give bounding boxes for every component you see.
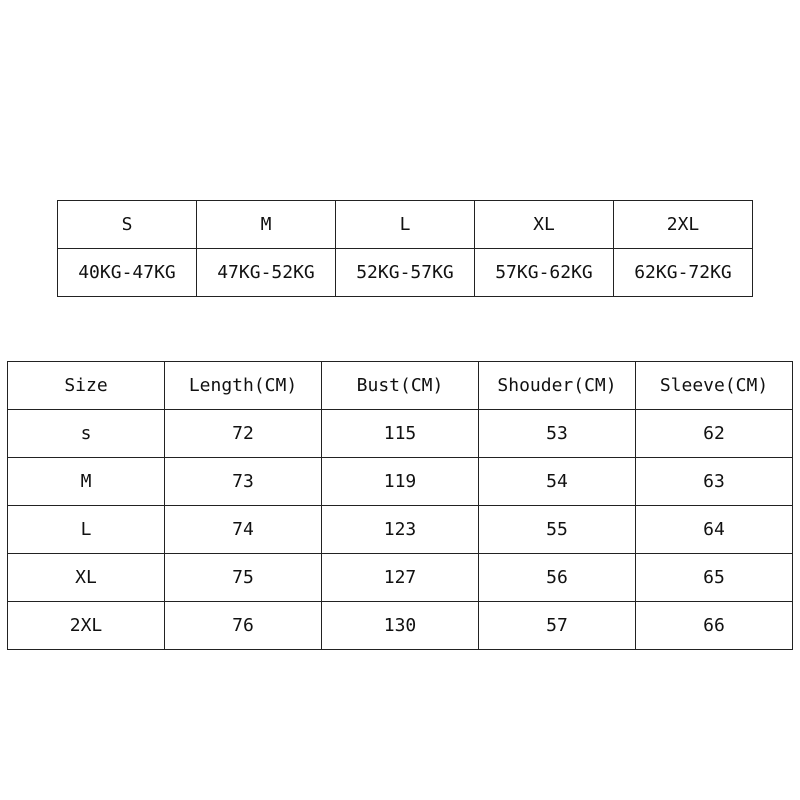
table-cell: 127 xyxy=(322,554,479,602)
header-cell: Shouder(CM) xyxy=(479,362,636,410)
table-cell: 73 xyxy=(165,458,322,506)
table-cell: 62 xyxy=(636,410,793,458)
table-cell: 75 xyxy=(165,554,322,602)
weight-cell: 47KG-52KG xyxy=(197,249,336,297)
table-cell: 72 xyxy=(165,410,322,458)
size-cell: S xyxy=(58,201,197,249)
header-cell: Length(CM) xyxy=(165,362,322,410)
header-cell: Sleeve(CM) xyxy=(636,362,793,410)
weight-cell: 52KG-57KG xyxy=(336,249,475,297)
table-cell: 74 xyxy=(165,506,322,554)
measurement-table xyxy=(7,361,793,650)
weight-cell: 62KG-72KG xyxy=(614,249,753,297)
table-row xyxy=(8,410,793,458)
table-cell: 65 xyxy=(636,554,793,602)
table-cell: M xyxy=(8,458,165,506)
table-cell: 55 xyxy=(479,506,636,554)
table-cell: 115 xyxy=(322,410,479,458)
table-row xyxy=(8,458,793,506)
table-cell: 2XL xyxy=(8,602,165,650)
size-weight-table xyxy=(57,200,753,297)
table-cell: 54 xyxy=(479,458,636,506)
table-cell: 66 xyxy=(636,602,793,650)
table-cell: XL xyxy=(8,554,165,602)
table-cell: 63 xyxy=(636,458,793,506)
size-cell: L xyxy=(336,201,475,249)
size-row xyxy=(58,201,753,249)
table-cell: s xyxy=(8,410,165,458)
table-cell: 64 xyxy=(636,506,793,554)
table-cell: 119 xyxy=(322,458,479,506)
table-cell: 57 xyxy=(479,602,636,650)
header-row xyxy=(8,362,793,410)
table-row xyxy=(8,554,793,602)
size-cell: 2XL xyxy=(614,201,753,249)
table-cell: L xyxy=(8,506,165,554)
size-cell: XL xyxy=(475,201,614,249)
table-cell: 56 xyxy=(479,554,636,602)
table-cell: 53 xyxy=(479,410,636,458)
weight-cell: 57KG-62KG xyxy=(475,249,614,297)
size-cell: M xyxy=(197,201,336,249)
table-row xyxy=(8,602,793,650)
table-cell: 130 xyxy=(322,602,479,650)
header-cell: Size xyxy=(8,362,165,410)
table-row xyxy=(8,506,793,554)
table-cell: 123 xyxy=(322,506,479,554)
table-cell: 76 xyxy=(165,602,322,650)
header-cell: Bust(CM) xyxy=(322,362,479,410)
weight-cell: 40KG-47KG xyxy=(58,249,197,297)
weight-row xyxy=(58,249,753,297)
